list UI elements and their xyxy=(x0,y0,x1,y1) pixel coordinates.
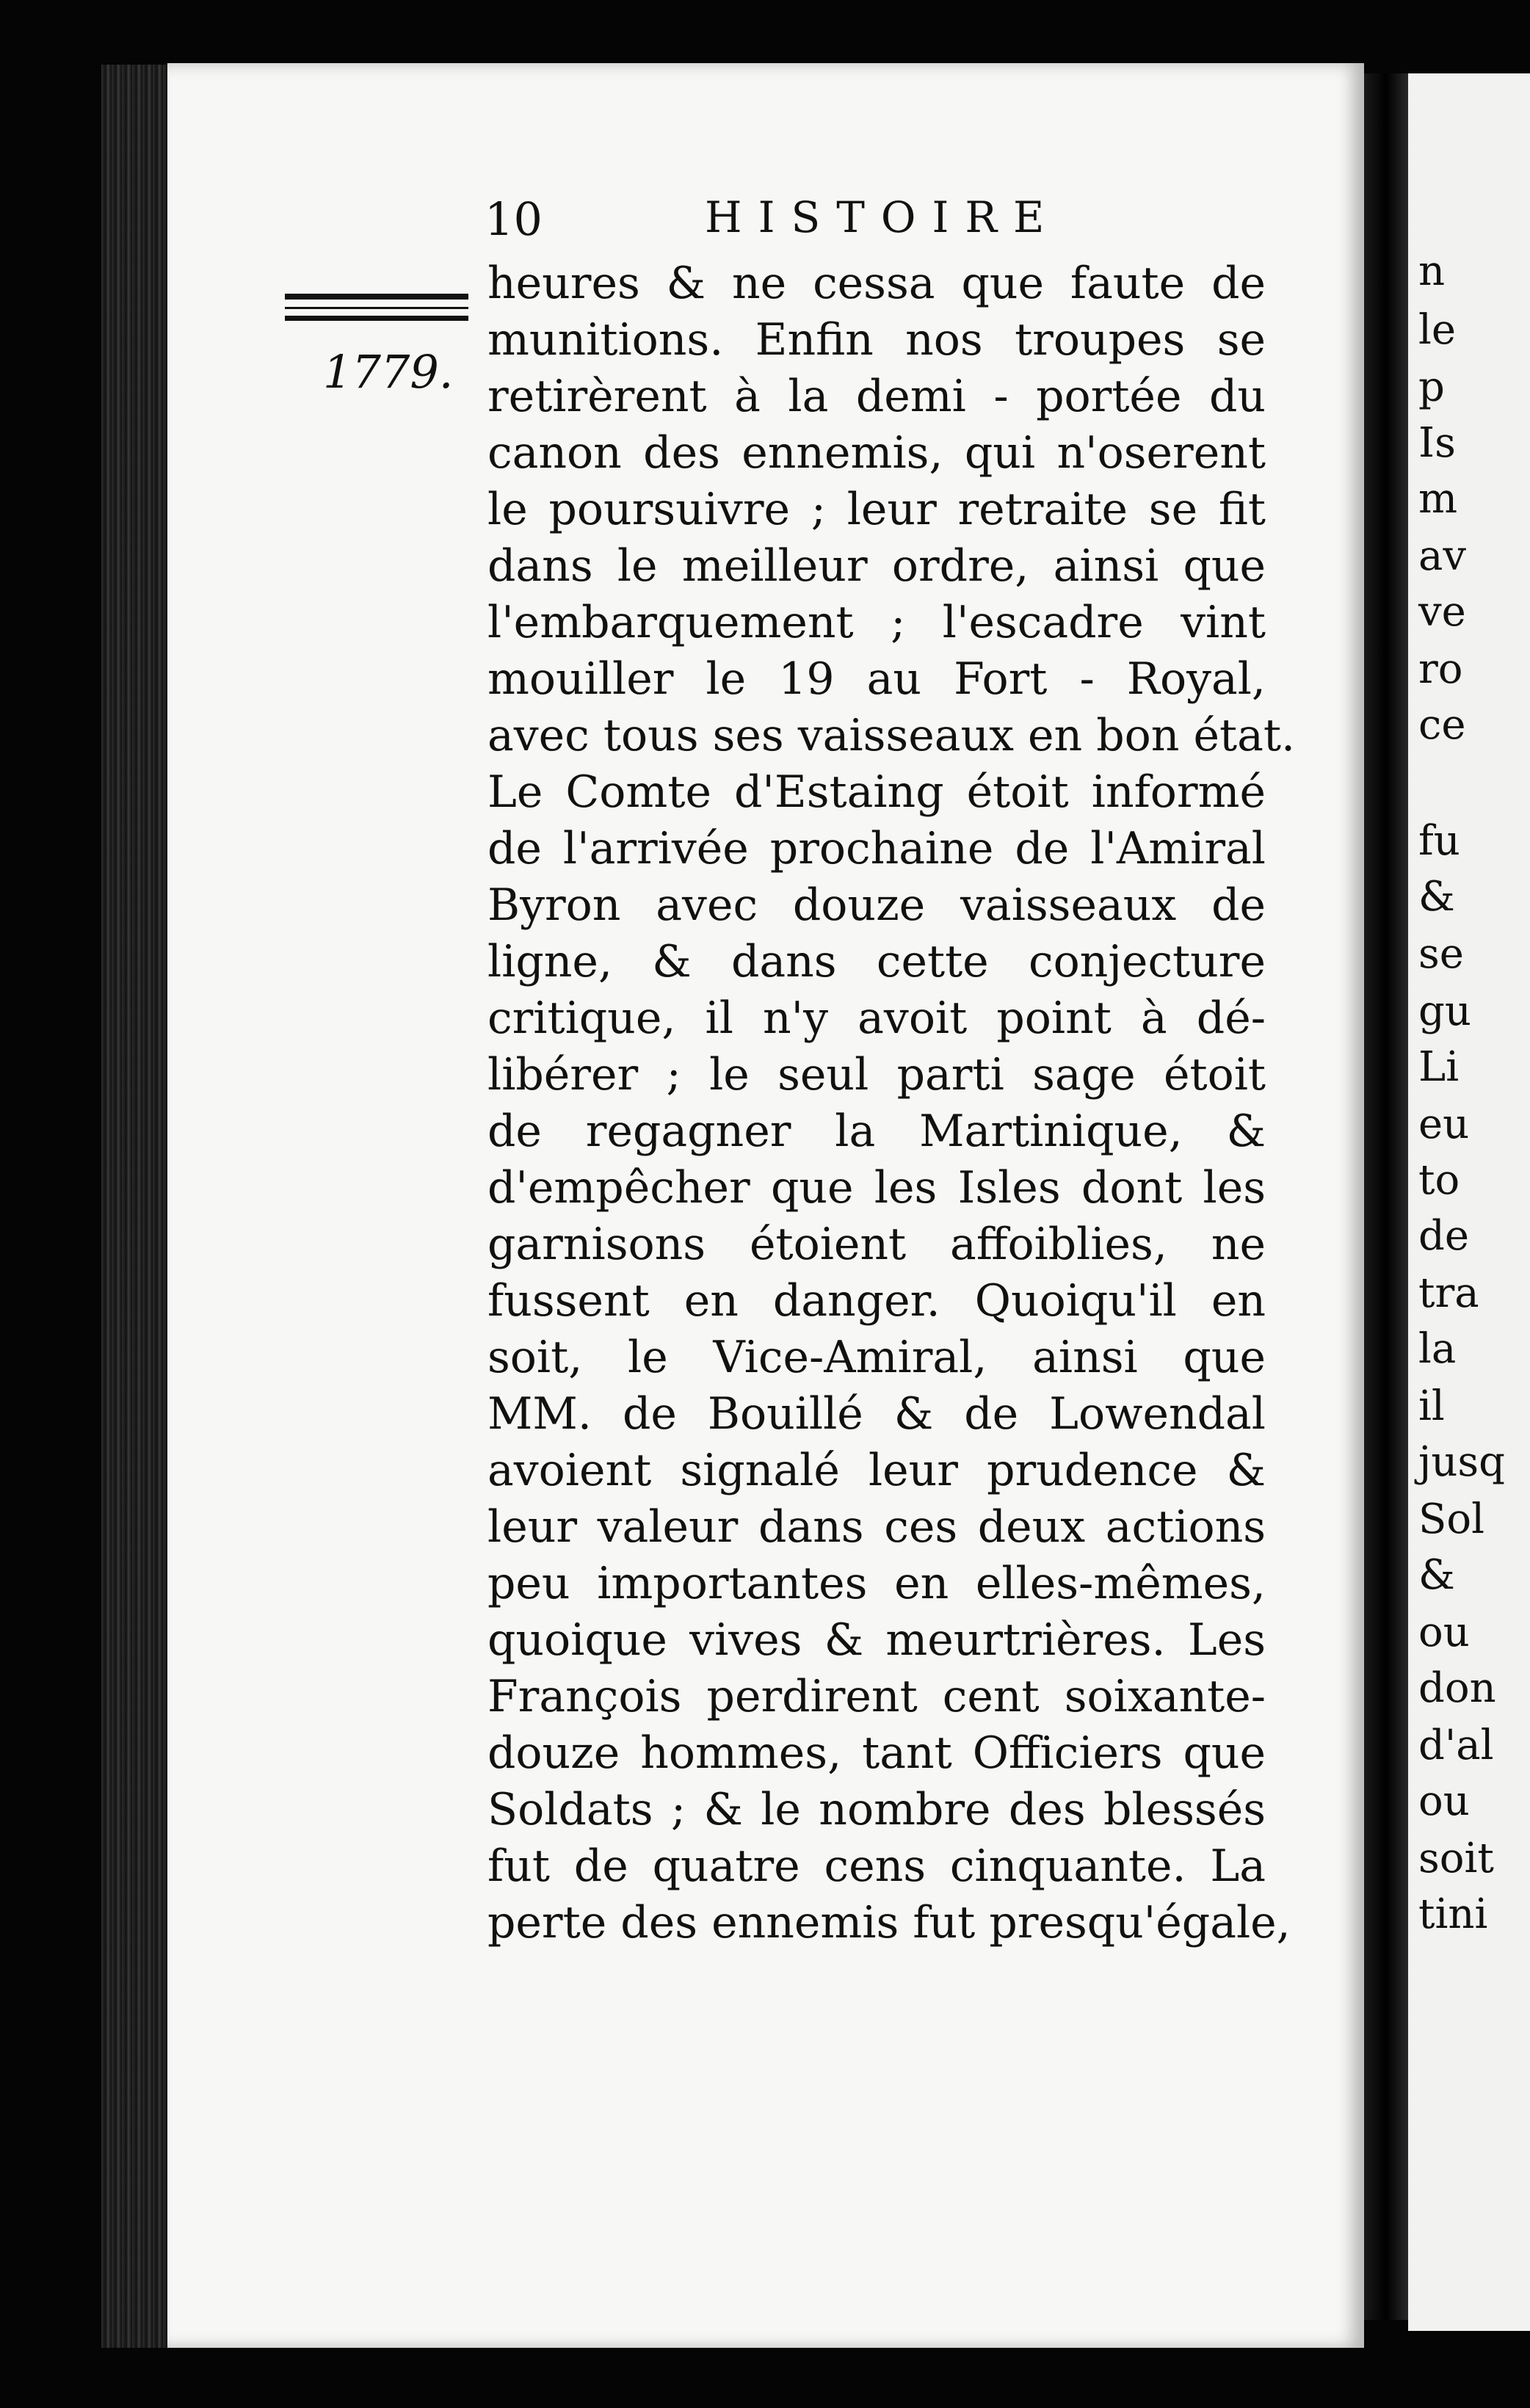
right-page-fragment: ou xyxy=(1418,1777,1470,1825)
right-page-fragment: Li xyxy=(1418,1043,1460,1091)
text-line: avec tous ses vaisseaux en bon état. xyxy=(487,710,1296,761)
right-page-fragment: & xyxy=(1418,873,1455,921)
right-page-fragment: ou xyxy=(1418,1609,1470,1656)
right-page-fragment: jusq xyxy=(1418,1438,1506,1486)
book-page-edges xyxy=(101,65,167,2348)
right-page-fragment: il xyxy=(1418,1382,1445,1430)
right-page-partial xyxy=(1408,73,1530,2331)
text-line: de regagner la Martinique, & xyxy=(487,1106,1266,1157)
right-page-fragment: av xyxy=(1418,532,1467,580)
text-line: libérer ; le seul parti sage étoit xyxy=(487,1049,1266,1100)
text-line: ligne, & dans cette conjecture xyxy=(487,936,1266,987)
right-page-fragment: ce xyxy=(1418,701,1466,749)
text-line: peu importantes en elles-mêmes, xyxy=(487,1558,1266,1609)
right-page-fragment: de xyxy=(1418,1212,1469,1260)
text-line: le poursuivre ; leur retraite se fit xyxy=(487,484,1266,535)
margin-rule xyxy=(285,307,468,309)
text-line: de l'arrivée prochaine de l'Amiral xyxy=(487,823,1266,874)
right-page-fragment: la xyxy=(1418,1325,1457,1373)
margin-year: 1779. xyxy=(323,345,454,399)
text-line: leur valeur dans ces deux actions xyxy=(487,1501,1266,1553)
running-title: HISTOIRE xyxy=(705,192,1061,242)
right-page-fragment: tini xyxy=(1418,1890,1488,1938)
text-line: d'empêcher que les Isles dont les xyxy=(487,1162,1266,1214)
text-line: Le Comte d'Estaing étoit informé xyxy=(487,766,1266,818)
text-line: l'embarquement ; l'escadre vint xyxy=(487,597,1266,648)
text-line: critique, il n'y avoit point à dé- xyxy=(487,993,1266,1044)
right-page-fragment: don xyxy=(1418,1664,1496,1712)
book-gutter xyxy=(1364,73,1408,2320)
margin-rule xyxy=(285,294,468,300)
right-page-fragment: d'al xyxy=(1418,1722,1494,1769)
text-line: garnisons étoient affoiblies, ne xyxy=(487,1219,1266,1270)
running-head xyxy=(485,192,1248,251)
right-page-fragment: n xyxy=(1418,247,1446,295)
right-page-fragment: m xyxy=(1418,475,1458,523)
text-line: Soldats ; & le nombre des blessés xyxy=(487,1784,1266,1835)
right-page-fragment: fu xyxy=(1418,817,1460,865)
text-line: retirèrent à la demi - portée du xyxy=(487,371,1266,422)
right-page-fragment: se xyxy=(1418,930,1464,978)
text-line: soit, le Vice-Amiral, ainsi que xyxy=(487,1332,1266,1383)
right-page-fragment: tra xyxy=(1418,1269,1479,1317)
right-page-fragment: le xyxy=(1418,306,1457,354)
text-line: dans le meilleur ordre, ainsi que xyxy=(487,540,1266,592)
right-page-fragment: ro xyxy=(1418,645,1463,693)
text-line: munitions. Enfin nos troupes se xyxy=(487,314,1266,366)
text-line: mouiller le 19 au Fort - Royal, xyxy=(487,653,1266,705)
text-line: Byron avec douze vaisseaux de xyxy=(487,880,1266,931)
right-page-fragment: ve xyxy=(1418,588,1466,636)
text-line: fussent en danger. Quoiqu'il en xyxy=(487,1275,1266,1327)
right-page-fragment: Sol xyxy=(1418,1495,1484,1543)
right-page-fragment: Is xyxy=(1418,419,1456,467)
right-page-fragment: soit xyxy=(1418,1835,1494,1882)
text-line: perte des ennemis fut presqu'égale, xyxy=(487,1897,1291,1948)
right-page-fragment: eu xyxy=(1418,1100,1470,1148)
text-line: heures & ne cessa que faute de xyxy=(487,258,1266,309)
text-line: quoique vives & meurtrières. Les xyxy=(487,1614,1266,1666)
right-page-fragment: gu xyxy=(1418,987,1471,1035)
right-page-fragment: p xyxy=(1418,363,1445,411)
page-number: 10 xyxy=(485,192,543,246)
right-page-fragment: to xyxy=(1418,1156,1460,1204)
text-line: François perdirent cent soixante- xyxy=(487,1671,1266,1722)
text-line: MM. de Bouillé & de Lowendal xyxy=(487,1388,1266,1440)
text-line: fut de quatre cens cinquante. La xyxy=(487,1841,1266,1892)
right-page-fragment: & xyxy=(1418,1551,1455,1599)
margin-rule xyxy=(285,316,468,321)
body-text xyxy=(487,255,1296,1951)
text-line: avoient signalé leur prudence & xyxy=(487,1445,1266,1496)
text-line: canon des ennemis, qui n'oserent xyxy=(487,427,1266,479)
text-line: douze hommes, tant Officiers que xyxy=(487,1727,1266,1779)
